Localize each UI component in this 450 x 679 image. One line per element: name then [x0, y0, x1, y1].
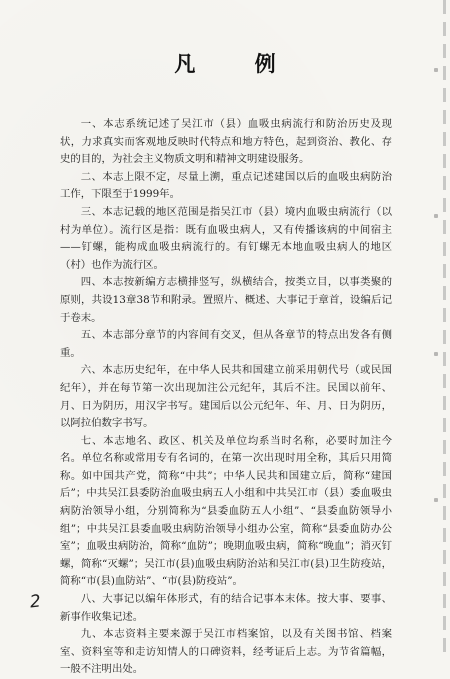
binding-mark	[434, 498, 438, 502]
paragraph-2: 二、本志上限不定，尽量上溯，重点记述建国以后的血吸虫病防治工作，下限至于1999年。	[60, 170, 392, 201]
page-title: 凡 例	[174, 51, 302, 76]
paragraph-6: 六、本志历史纪年，在中华人民共和国建立前采用朝代号（或民国纪年），并在每节第一次出现加注公元纪年，其后不注。民国以前年、月、日为阴历，用汉字书写。建国后以公元纪年、年、月、日为阴历，以阿拉伯数字书写。	[60, 364, 392, 430]
binding-mark	[434, 68, 438, 72]
paragraph-1: 一、本志系统记述了吴江市（县）血吸虫病流行和防治历史及现状，力求真实而客观地反映时代特点和地方特色，起到资治、教化、存史的目的，为社会主义物质文明和精神文明建设服务。	[60, 118, 392, 166]
paragraph-3: 三、本志记载的地区范围是指吴江市（县）境内血吸虫病流行（以村为单位）。流行区是指：既有血吸虫病人，又有传播该病的中间宿主——钉螺，能构成血吸虫病流行的。有钉螺无本地血吸虫病人的地区（村）也作为流行区。	[60, 205, 392, 271]
paragraph-5: 五、本志部分章节的内容间有交叉，但从各章节的特点出发各有侧重。	[60, 329, 392, 359]
paragraph-4: 四、本志按新编方志横排竖写，纵横结合，按类立目，以事类聚的原则，共设13章38节和附录。置照片、概述、大事记于章首，设编后记于卷末。	[60, 276, 392, 324]
document-body	[60, 116, 392, 679]
paragraph-7: 七、本志地名、政区、机关及单位均系当时名称，必要时加注今名。单位名称或常用专有名词的，在第一次出现时用全称，其后只用简称。如中国共产党，简称“中共”；中华人民共和国建立后，简称“建国后”；中共吴江县委防治血吸虫病五人小组和中共吴江市（县）委血吸虫病防治领导小组，分别简称为“县委血防五人小组”、“县委血防领导小组”；中共吴江县委血吸虫病防治领导小组办公室，简称“县委血防办公室”；血吸虫病防治，简称“血防”；晚期血吸虫病，简称“晚血”；消灭钉螺，简称“灭螺”；吴江市(县)血吸虫病防治站和吴江市(县)卫生防疫站，简称“市(县)血防站”、“市(县)防疫站”。	[60, 434, 392, 588]
page-number: 2	[28, 591, 42, 613]
paragraph-9: 九、本志资料主要来源于吴江市档案馆，以及有关图书馆、档案室、资料室等和走访知情人的口碑资料，经考证后上志。为节省篇幅，一般不注明出处。	[60, 628, 392, 676]
binding-edge	[443, 0, 446, 657]
binding-mark	[434, 214, 438, 218]
binding-mark	[434, 352, 438, 356]
paragraph-8: 八、大事记以编年体形式，有的结合记事本末体。按大事、要事、新事作收集记述。	[60, 593, 392, 623]
